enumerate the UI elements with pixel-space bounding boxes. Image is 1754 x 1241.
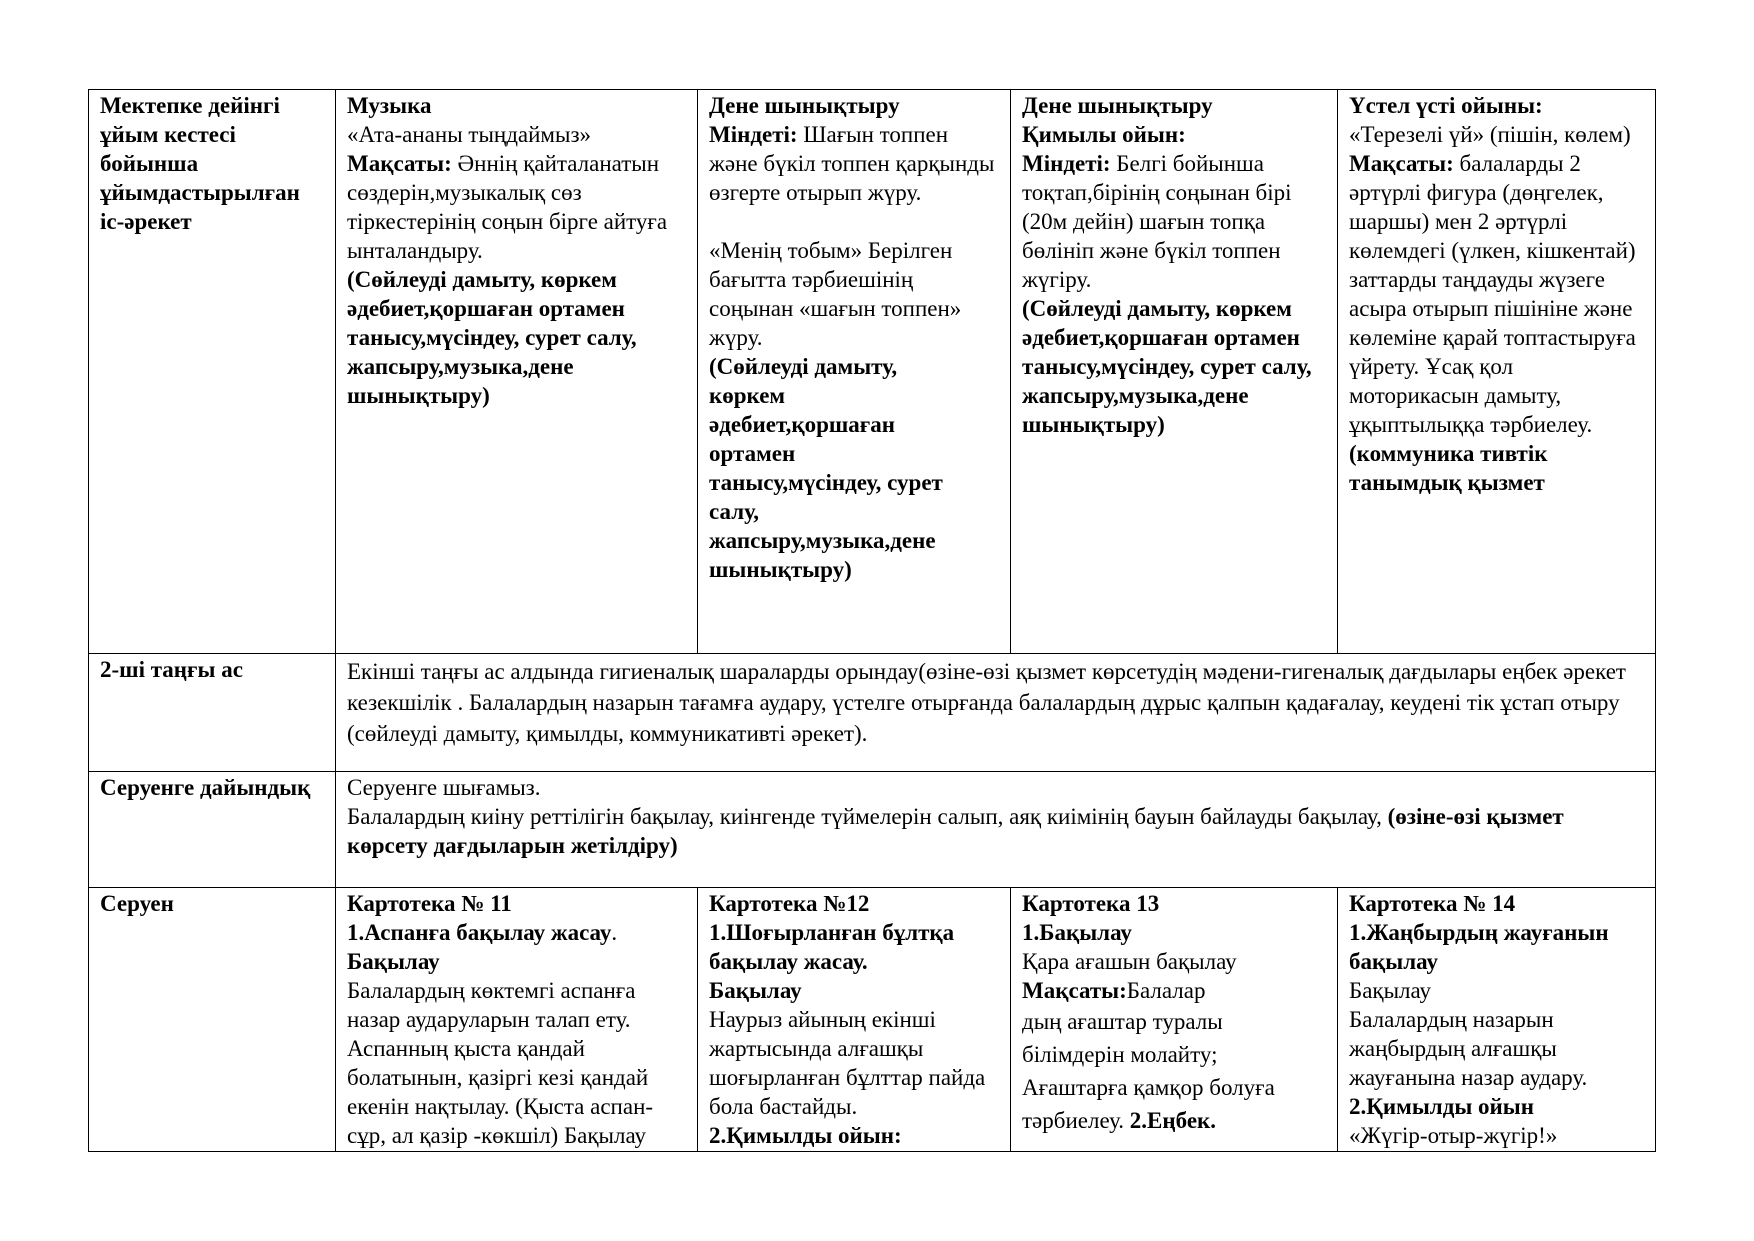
areas-line: ортамен [709, 441, 796, 466]
cell-physical-education-game [1011, 90, 1338, 654]
table-row [89, 772, 1656, 888]
obs-dot: . [611, 920, 618, 945]
card-title: Картотека № 11 [347, 891, 512, 916]
cell-line: Қара ағашын бақылау [1022, 949, 1237, 974]
goal-label: Міндеті: [709, 122, 798, 147]
areas-line: шынықтыру) [709, 557, 852, 582]
game-name: «Жүгір-отыр-жүгір!» [1349, 1123, 1558, 1148]
cell-areas: (коммуника тивтік танымдық қызмет [1349, 441, 1548, 495]
obs-title: 1.Аспанға бақылау жасау [347, 920, 612, 945]
areas-line: танысу,мүсіндеу, сурет [709, 470, 943, 495]
goal-text: Әннің қайталанатын сөздерін,музыкалық сөз тіркестерінің соңын бірге айтуға ынталандыру. [347, 151, 668, 263]
cell-title: Дене шынықтыру [709, 93, 900, 118]
areas-line: әдебиет,қоршаған [709, 412, 895, 437]
obs-title: 1.Шоғырланған бұлтқа бақылау жасау. [709, 920, 955, 974]
cell-game-label: Қимылы ойын: [1022, 122, 1186, 147]
row-label-text: Серуен [100, 891, 174, 916]
areas-line: көркем [709, 383, 786, 408]
obs-label: Бақылау [1349, 978, 1432, 1003]
cell-line: Серуенге шығамыз. [347, 775, 541, 800]
schedule-table [88, 89, 1656, 1152]
game-label: 2.Қимылды ойын: [709, 1123, 902, 1148]
obs-title: 1.Жаңбырдың жауғанын бақылау [1349, 920, 1609, 974]
cell-goal [1022, 149, 1327, 294]
goal-text: Балалар [1126, 978, 1206, 1003]
goal-text: Белгі бойынша тоқтап,бірінің соңынан бірі (20м дейін) шағын топқа бөлініп және бүкіл топпен жүгіру. [1022, 151, 1292, 292]
cell-title: Дене шынықтыру [1022, 93, 1213, 118]
cell-goal [347, 149, 687, 265]
cell-goal [709, 120, 1000, 207]
cell-text: Балалардың киіну реттілігін бақылау, киінгенде түймелерін салып, аяқ киімінің бауын байлауды бақылау, [347, 804, 1388, 829]
cell-table-game [1338, 90, 1656, 654]
areas-line: салу, [709, 499, 760, 524]
table-row [89, 90, 1656, 654]
card-title: Картотека №12 [709, 891, 870, 916]
cell-subtitle: «Терезелі үй» (пішін, көлем) [1349, 122, 1631, 147]
game-label: 2.Қимылды ойын [1349, 1094, 1535, 1119]
cell-subtitle: «Ата-ананы тыңдаймыз» [347, 122, 592, 147]
row-label-walk-preparation [89, 772, 336, 888]
goal-label: Міндеті: [1022, 151, 1111, 176]
row-label-organized-activity [89, 90, 336, 654]
cell-areas: (Сөйлеуді дамыту, көркем әдебиет,қоршаған ортамен танысу,мүсіндеу, сурет салу, жапсыру,музыка,дене шынықтыру) [1022, 296, 1312, 437]
card-title: Картотека № 14 [1349, 891, 1516, 916]
goal-label: Мақсаты: [347, 151, 452, 176]
cell-second-breakfast-text [336, 654, 1656, 772]
row-label-text: 2-ші таңғы ас [100, 657, 243, 682]
cell-physical-education [698, 90, 1011, 654]
goal-text: балаларды 2 әртүрлі фигура (дөңгелек, шаршы) мен 2 әртүрлі көлемдегі (үлкен, кішкентай) заттарды таңдауды жүзеге асыра отырып пішініне және көлеміне қарай топтастыруға үйрету. Ұсақ қол моторикасын дамыту, ұқыптылыққа тәрбиелеу. [1349, 151, 1636, 437]
cell-last-line [1022, 1104, 1327, 1137]
obs-label: Бақылау [347, 949, 440, 974]
cell-line: дың ағаштар туралы [1022, 1009, 1223, 1034]
cell-music [336, 90, 698, 654]
cell-bold-text: (өзіне-өзі қызмет көрсету дағдыларын жетілдіру) [347, 804, 1564, 858]
cell-text: Екінші таңғы ас алдында гигиеналық шараларды орындау(өзіне-өзі қызмет көрсетудің мәдени-гигеналық дағдылары еңбек әрекет кезекшілік . Балалардың назарын тағамға аудару, үстелге отырғанда балалардың дұрыс қалпын қадағалау, кеудені тік ұстап отыру (сөйлеуді дамыту, қимылды, коммуникативті әрекет). [347, 659, 1626, 746]
cell-card-14 [1338, 888, 1656, 1152]
obs-label: Бақылау [709, 978, 802, 1003]
row-label-walk [89, 888, 336, 1152]
cell-walk-preparation-text [336, 772, 1656, 888]
cell-goal [1349, 149, 1645, 497]
cell-text: Балалардың көктемгі аспанға назар аударуларын талап ету. Аспанның қыста қандай болатынын, қазіргі кезі қандай екенін нақтылау. (Қыста аспан-сұр, ал қазір -көкшіл) Бақылау [347, 978, 654, 1148]
areas-line: жапсыру,музыка,дене [709, 528, 936, 553]
work-label: 2.Еңбек. [1129, 1108, 1217, 1133]
card-title: Картотека 13 [1022, 891, 1160, 916]
table-row [89, 654, 1656, 772]
obs-title-line [347, 918, 687, 947]
cell-card-12 [698, 888, 1011, 1152]
goal-text: Шағын топпен және бүкіл топпен қарқынды өзгерте отырып жүру. [709, 122, 995, 205]
cell-extra: «Менің тобым» Берілген бағытта тәрбиешінің соңынан «шағын топпен» жүру. [709, 238, 962, 350]
cell-areas: (Сөйлеуді дамыту, көркем әдебиет,қоршаған ортамен танысу,мүсіндеу, сурет салу, жапсыру,музыка,дене шынықтыру) [347, 267, 637, 408]
cell-text: Наурыз айының екінші жартысында алғашқы шоғырланған бұлттар пайда бола бастайды. [709, 1007, 986, 1119]
row-label-text: Мектепке дейінгі ұйым кестесі бойынша ұйымдастырылған іс-әрекет [100, 93, 300, 234]
cell-title: Музыка [347, 93, 432, 118]
row-label-text: Серуенге дайындық [100, 775, 311, 800]
cell-card-11 [336, 888, 698, 1152]
spacer [709, 207, 1000, 236]
cell-line: Ағаштарға қамқор болуға [1022, 1075, 1275, 1100]
row-label-second-breakfast [89, 654, 336, 772]
obs-title: 1.Бақылау [1022, 920, 1132, 945]
last-text: тәрбиелеу. [1022, 1108, 1130, 1133]
cell-line: білімдерін молайту; [1022, 1042, 1218, 1067]
cell-title: Үстел үсті ойыны: [1349, 93, 1543, 118]
goal-label: Мақсаты: [1022, 978, 1127, 1003]
areas-line: (Сөйлеуді дамыту, [709, 354, 898, 379]
cell-text: Балалардың назарын жаңбырдың алғашқы жауғанына назар аудару. [1349, 1007, 1588, 1090]
goal-label: Мақсаты: [1349, 151, 1454, 176]
cell-card-13 [1011, 888, 1338, 1152]
cell-goal [1022, 976, 1327, 1005]
table-row [89, 888, 1656, 1152]
